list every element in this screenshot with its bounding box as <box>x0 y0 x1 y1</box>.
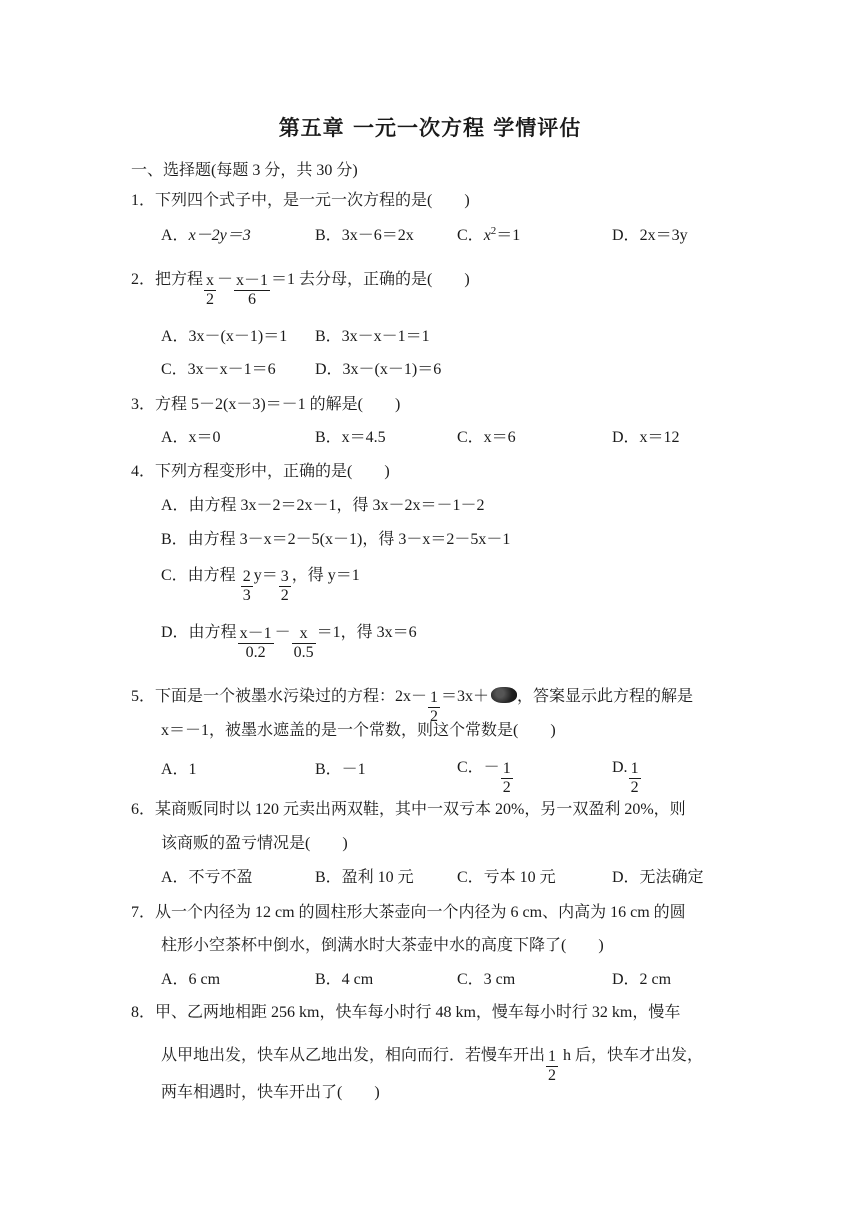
minus-sign: － <box>217 270 234 288</box>
option-middle: y＝ <box>253 566 278 584</box>
question-4-option-d[interactable] <box>161 615 417 661</box>
question-5-option-b[interactable]: B．－1 <box>315 761 366 778</box>
question-7-option-b[interactable]: B．4 cm <box>315 971 374 988</box>
question-1-option-b[interactable] <box>315 226 414 246</box>
question-7-option-c[interactable]: C．3 cm <box>457 971 516 988</box>
fraction-1-over-2 <box>546 1048 558 1084</box>
option-text: x－2y＝3 <box>188 227 251 244</box>
question-1-option-a[interactable] <box>161 226 251 246</box>
question-4-option-c[interactable] <box>161 558 360 604</box>
fraction-1-over-2 <box>428 689 440 725</box>
fraction-numerator: 1 <box>630 760 639 777</box>
option-exponent: 2 <box>490 225 497 237</box>
fraction-denominator: 0.5 <box>293 643 314 661</box>
question-2-option-b[interactable]: B．3x－x－1＝1 <box>315 328 430 345</box>
ink-blot-icon <box>491 687 517 703</box>
fraction-denominator: 2 <box>206 290 215 308</box>
option-prefix: D. <box>612 758 628 776</box>
fraction-numerator: 1 <box>430 689 439 706</box>
option-label: D． <box>612 227 640 244</box>
question-8-stem-line2 <box>161 1038 704 1084</box>
fraction-numerator: 1 <box>548 1048 557 1065</box>
option-label: A． <box>161 227 189 244</box>
minus-sign: － <box>274 623 291 641</box>
option-suffix: ＝1，得 3x＝6 <box>316 623 417 641</box>
fraction-x-minus-1-over-0.2 <box>238 625 274 661</box>
question-7-option-d[interactable]: D．2 cm <box>612 971 672 988</box>
question-6-option-c[interactable]: C．亏本 10 元 <box>457 869 556 886</box>
question-5-stem <box>131 679 694 725</box>
stem-suffix: ，答案显示此方程的解是 <box>517 687 694 705</box>
fraction-3-over-2 <box>279 568 291 604</box>
section-heading: 一、选择题(每题 3 分，共 30 分) <box>131 162 358 179</box>
option-prefix: C．由方程 <box>161 566 240 584</box>
fraction-2-over-3 <box>241 568 253 604</box>
option-text: 3x－6＝2x <box>341 227 414 244</box>
stem-prefix: 5．下面是一个被墨水污染过的方程：2x－ <box>131 687 428 705</box>
stem-prefix: 从甲地出发，快车从乙地出发，相向而行．若慢车开出 <box>161 1046 546 1064</box>
question-4-option-a[interactable]: A．由方程 3x－2＝2x－1，得 3x－2x＝－1－2 <box>161 497 485 514</box>
fraction-numerator: x－1 <box>236 272 269 289</box>
fraction-denominator: 2 <box>280 586 289 604</box>
fraction-x-over-2 <box>204 272 216 308</box>
question-1-stem: 1．下列四个式子中，是一元一次方程的是( ) <box>131 192 470 209</box>
question-6-stem-line2: 该商贩的盈亏情况是( ) <box>161 835 348 852</box>
question-7-stem: 7．从一个内径为 12 cm 的圆柱形大茶壶向一个内径为 6 cm、内高为 16 cm 的圆 <box>131 904 686 921</box>
option-rest: ＝1 <box>496 227 521 244</box>
question-3-option-a[interactable]: A．x＝0 <box>161 429 221 446</box>
question-6-option-a[interactable]: A．不亏不盈 <box>161 869 253 886</box>
fraction-numerator: 1 <box>502 760 511 777</box>
fraction-numerator: x <box>292 625 316 644</box>
question-2-stem <box>131 262 470 308</box>
question-7-stem-line2: 柱形小空茶杯中倒水，倒满水时大茶壶中水的高度下降了( ) <box>161 937 604 954</box>
question-4-stem: 4．下列方程变形中，正确的是( ) <box>131 463 390 480</box>
question-8-stem-line3: 两车相遇时，快车开出了( ) <box>161 1084 380 1101</box>
question-7-option-a[interactable]: A．6 cm <box>161 971 221 988</box>
fraction-x-minus-1-over-6 <box>234 272 270 308</box>
stem-middle: ＝3x＋ <box>441 687 490 705</box>
question-3-option-b[interactable]: B．x＝4.5 <box>315 429 386 446</box>
fraction-denominator: 2 <box>502 778 511 796</box>
question-6-option-b[interactable]: B．盈利 10 元 <box>315 869 414 886</box>
fraction-numerator: 3 <box>280 568 289 585</box>
question-3-stem: 3．方程 5－2(x－3)＝－1 的解是( ) <box>131 396 401 413</box>
question-2-option-d[interactable]: D．3x－(x－1)＝6 <box>315 361 442 378</box>
question-1-option-c[interactable] <box>457 226 520 246</box>
question-1-option-d[interactable] <box>612 226 688 246</box>
fraction-numerator: x－1 <box>239 625 272 642</box>
option-base: x <box>483 227 491 244</box>
question-5-stem-line2: x＝－1，被墨水遮盖的是一个常数，则这个常数是( ) <box>161 722 556 739</box>
stem-suffix: ＝1 去分母，正确的是( ) <box>271 270 470 288</box>
fraction-numerator: 2 <box>242 568 251 585</box>
fraction-denominator: 6 <box>248 290 257 308</box>
question-8-stem: 8．甲、乙两地相距 256 km，快车每小时行 48 km，慢车每小时行 32 km，慢车 <box>131 1004 681 1021</box>
question-5-option-d[interactable] <box>612 750 642 796</box>
question-4-option-b[interactable]: B．由方程 3－x＝2－5(x－1)，得 3－x＝2－5x－1 <box>161 531 511 548</box>
option-prefix: C．－ <box>457 758 500 776</box>
question-2-option-a[interactable]: A．3x－(x－1)＝1 <box>161 328 288 345</box>
fraction-x-over-0.5 <box>292 625 316 661</box>
question-6-stem: 6．某商贩同时以 120 元卖出两双鞋，其中一双亏本 20%，另一双盈利 20%，则 <box>131 801 686 818</box>
option-text: 2x＝3y <box>639 227 688 244</box>
fraction-numerator: x <box>206 272 215 289</box>
question-3-option-c[interactable]: C．x＝6 <box>457 429 516 446</box>
question-5-option-c[interactable] <box>457 750 514 796</box>
question-2-option-c[interactable]: C．3x－x－1＝6 <box>161 361 276 378</box>
stem-suffix: h 后，快车才出发， <box>559 1046 704 1064</box>
option-label: B． <box>315 227 342 244</box>
page-title: 第五章 一元一次方程 学情评估 <box>278 116 582 140</box>
option-suffix: ，得 y＝1 <box>291 566 360 584</box>
option-prefix: D．由方程 <box>161 623 237 641</box>
question-5-option-a[interactable]: A．1 <box>161 761 197 778</box>
fraction-denominator: 2 <box>548 1066 557 1084</box>
question-6-option-d[interactable]: D．无法确定 <box>612 869 704 886</box>
fraction-1-over-2 <box>629 760 641 796</box>
fraction-denominator: 0.2 <box>245 643 266 661</box>
fraction-1-over-2 <box>501 760 513 796</box>
fraction-denominator: 2 <box>430 707 439 725</box>
fraction-denominator: 3 <box>242 586 251 604</box>
stem-prefix: 2．把方程 <box>131 270 204 288</box>
fraction-denominator: 2 <box>630 778 639 796</box>
option-label: C． <box>457 227 484 244</box>
question-3-option-d[interactable]: D．x＝12 <box>612 429 680 446</box>
